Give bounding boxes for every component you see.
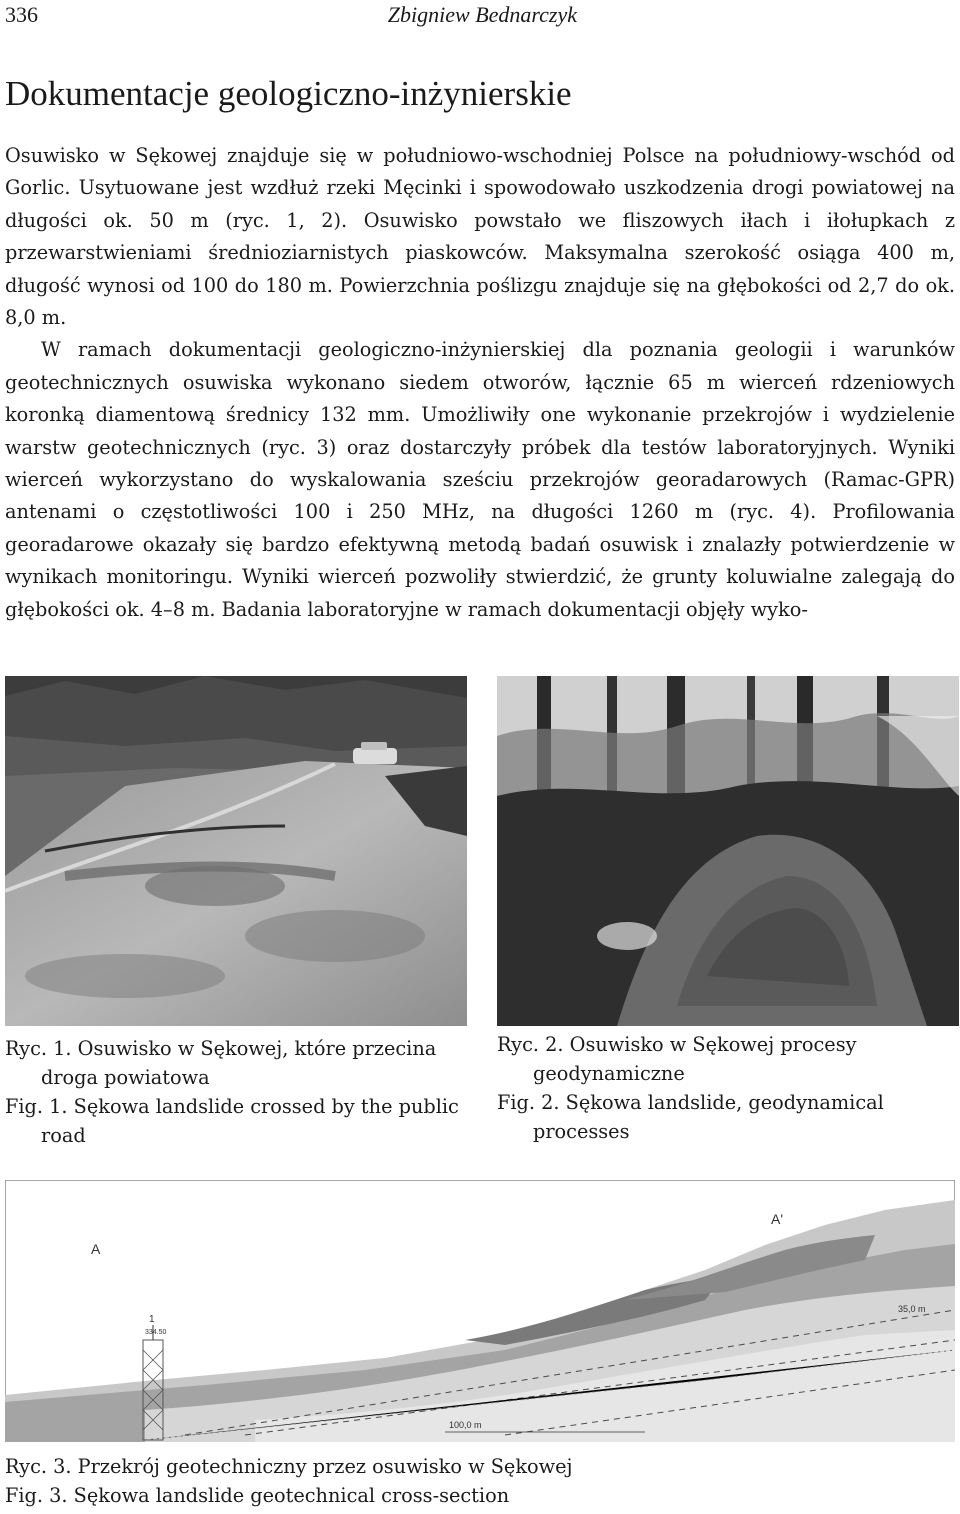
running-author: Zbigniew Bednarczyk [387, 2, 577, 27]
length-scale-label: 100,0 m [449, 1420, 482, 1430]
figure-3-caption-pl: Ryc. 3. Przekrój geotechniczny przez osuwisko w Sękowej [5, 1455, 573, 1478]
scarp-photo-image [497, 676, 959, 1026]
paragraph-2: W ramach dokumentacji geologiczno-inżynierskiej dla poznania geologii i warunków geotechnicznych osuwiska wykonano siedem otworów, łącznie 65 m wierceń rdzeniowych koronką diamentową średnicy 132 mm. Umożliwiły one wykonanie przekrojów i wydzielenie warstw geotechnicznych (ryc. 3) oraz dostarczyły próbek dla testów laboratoryjnych. Wyniki wierceń wykorzystano do wyskalowania sześciu przekrojów georadarowych (Ramac-GPR) antenami o częstotliwości 100 i 250 MHz, na długości 1260 m (ryc. 4). Profilowania georadarowe okazały się bardzo efektywną metodą badań osuwisk i znalazły potwierdzenie w wynikach monitoringu. Wyniki wierceń pozwoliły stwierdzić, że grunty koluwialne zalegają do głębokości ok. 4–8 m. Badania laboratoryjne w ramach dokumentacji objęły wyko- [5, 338, 955, 621]
figure-3-caption-en: Fig. 3. Sękowa landslide geotechnical cross-section [5, 1484, 510, 1507]
cross-section-diagram [5, 1180, 955, 1442]
borehole-number-label: 1 [149, 1314, 155, 1325]
figure-1-road-photo [5, 676, 467, 1026]
road-photo-image [5, 676, 467, 1026]
depth-scale-label: 35,0 m [898, 1304, 926, 1314]
figure-1-caption-pl: Ryc. 1. Osuwisko w Sękowej, które przecina droga powiatowa [5, 1037, 437, 1089]
figure-1-caption-en: Fig. 1. Sękowa landslide crossed by the public road [5, 1095, 459, 1147]
running-header [5, 0, 955, 34]
body-text [5, 140, 955, 626]
section-end-label: A' [771, 1211, 784, 1227]
borehole-elevation-label: 334.50 [145, 1329, 167, 1336]
section-title: Dokumentacje geologiczno-inżynierskie [5, 74, 572, 113]
figure-3-cross-section [5, 1180, 955, 1442]
section-start-label: A [91, 1241, 101, 1257]
figure-3-caption [5, 1452, 905, 1510]
figure-2-caption [497, 1030, 957, 1146]
figure-1-caption [5, 1034, 465, 1150]
figure-2-caption-pl: Ryc. 2. Osuwisko w Sękowej procesy geodynamiczne [497, 1033, 857, 1085]
figure-2-scarp-photo [497, 676, 959, 1026]
figure-2-caption-en: Fig. 2. Sękowa landslide, geodynamical processes [497, 1091, 884, 1143]
paragraph-1: Osuwisko w Sękowej znajduje się w południowo-wschodniej Polsce na południowy-wschód od Gorlic. Usytuowane jest wzdłuż rzeki Męcinki i spowodowało uszkodzenia drogi powiatowej na długości ok. 50 m (ryc. 1, 2). Osuwisko powstało we fliszowych iłach i iłołupkach z przewarstwieniami średnioziarnistych piaskowców. Maksymalna szerokość osiąga 400 m, długość wynosi od 100 do 180 m. Powierzchnia poślizgu znajduje się na głębokości od 2,7 do ok. 8,0 m. [5, 144, 955, 330]
page-number: 336 [5, 2, 38, 27]
